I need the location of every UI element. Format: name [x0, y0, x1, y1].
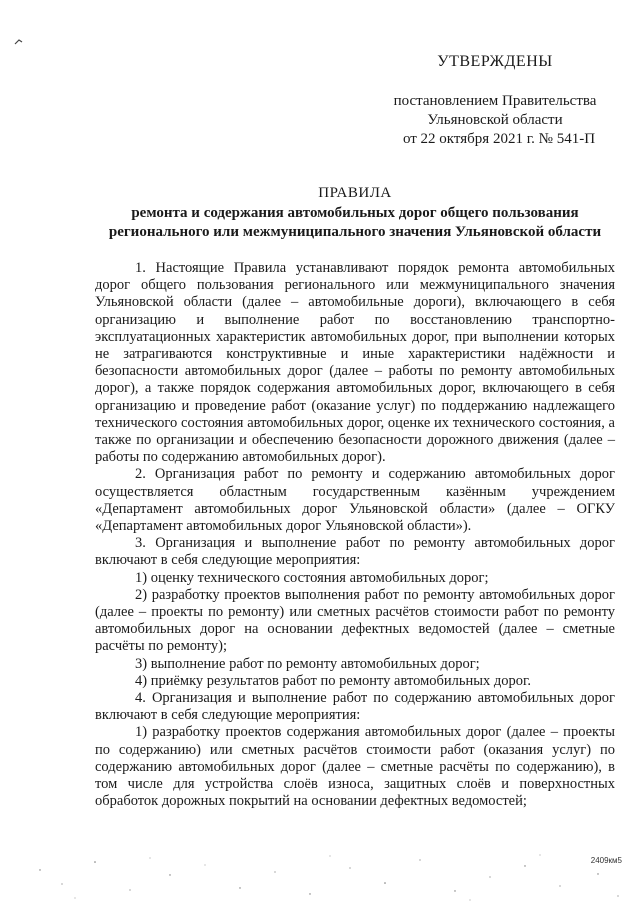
- paragraph-4-item-1: 1) разработку проектов содержания автомобильных дорог (далее – проекты по содержанию) или сметных расчётов стоимости работ (оказания услуг) по содержанию автомобильных дорог (далее – сметные расчёты по содержанию), в том числе для устройства слоёв износа, защитных слоёв и поверхностных обработок дорожных покрытий на основании дефектных ведомостей;: [95, 724, 615, 810]
- approval-title: УТВЕРЖДЕНЫ: [437, 53, 553, 70]
- paragraph-2: 2. Организация работ по ремонту и содержанию автомобильных дорог осуществляется областным государственным казённым учреждением «Департамент автомобильных дорог Ульяновской области» (далее – ОГКУ «Департамент автомобильных дорог Ульяновской области»).: [95, 466, 615, 535]
- paragraph-3-item-4: 4) приёмку результатов работ по ремонту автомобильных дорог.: [135, 672, 531, 689]
- footer-code: 2409км5: [590, 856, 622, 865]
- approval-line-2: Ульяновской области: [427, 112, 563, 128]
- document-subtitle: ремонта и содержания автомобильных дорог общего пользования регионального или межмуниципального значения Ульяновской области: [108, 205, 602, 240]
- approval-date: от 22 октября 2021 г. № 541-П: [402, 131, 596, 147]
- paragraph-1: 1. Настоящие Правила устанавливают порядок ремонта автомобильных дорог общего пользования регионального или межмуниципального значения Ульяновской области (далее – автомобильные дороги), включающего в себя организацию и выполнение работ по восстановлению транспортно-эксплуатационных характеристик автомобильных дорог, при выполнении которых не затрагиваются конструктивные и иные характеристики надёжности и безопасности автомобильных дорог (далее – работы по ремонту автомобильных дорог), а также порядок содержания автомобильных дорог, включающего в себя организацию и проведение работ (оказание услуг) по поддержанию надлежащего технического состояния автомобильных дорог, оценке их технического состояния, а также по организации и обеспечению безопасности дорожного движения (далее – работы по содержанию автомобильных дорог).: [95, 260, 615, 466]
- paragraph-3-item-2: 2) разработку проектов выполнения работ по ремонту автомобильных дорог (далее – проекты по ремонту) или сметных расчётов стоимости работ по ремонту автомобильных дорог на основании дефектных ведомостей (далее – сметные расчёты по ремонту);: [95, 586, 615, 655]
- paragraph-3-item-3: 3) выполнение работ по ремонту автомобильных дорог;: [135, 655, 480, 672]
- approval-line-1: постановлением Правительства: [393, 93, 597, 109]
- paragraph-4: 4. Организация и выполнение работ по содержанию автомобильных дорог включают в себя следующие мероприятия:: [95, 690, 615, 724]
- scan-speckles: [0, 850, 640, 905]
- document-body: [95, 260, 615, 811]
- approval-authority: [390, 92, 600, 130]
- document-title: ПРАВИЛА: [318, 185, 392, 201]
- paragraph-3: 3. Организация и выполнение работ по ремонту автомобильных дорог включают в себя следующие мероприятия:: [95, 535, 615, 569]
- scan-mark: [14, 36, 24, 46]
- paragraph-3-item-1: 1) оценку технического состояния автомобильных дорог;: [135, 569, 489, 586]
